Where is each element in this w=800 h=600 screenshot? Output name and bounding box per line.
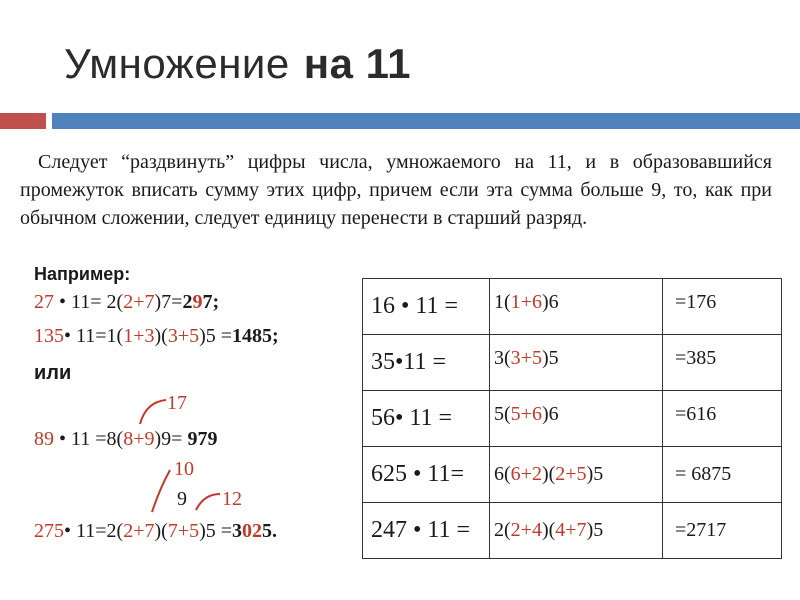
table-cell-expression: 56• 11 = <box>363 391 490 447</box>
table-cell-expression: 625 • 11= <box>363 447 490 503</box>
examples-table <box>362 278 782 559</box>
table-cell-result: =2717 <box>663 503 782 559</box>
carry-arc-17 <box>140 400 166 424</box>
carry-12: 12 <box>222 488 242 510</box>
table-cell-work: 2(2+4)(4+7)5 <box>490 503 663 559</box>
table-cell-result: = 6875 <box>663 447 782 503</box>
page-title <box>64 40 411 88</box>
table-cell-result: =176 <box>663 279 782 335</box>
table-cell-expression: 247 • 11 = <box>363 503 490 559</box>
carry-9: 9 <box>177 488 187 510</box>
table-row <box>363 335 782 391</box>
table-row <box>363 503 782 559</box>
carry-arc-12 <box>196 494 220 510</box>
table-cell-work: 6(6+2)(2+5)5 <box>490 447 663 503</box>
table-cell-expression: 35•11 = <box>363 335 490 391</box>
carry-17: 17 <box>167 392 187 414</box>
carry-10: 10 <box>174 458 194 480</box>
example-1: 27 • 11= 2(2+7)7=297; <box>34 291 220 313</box>
decor-bar-red <box>0 113 46 129</box>
title-part1: Умножение <box>64 40 290 87</box>
table-row <box>363 279 782 335</box>
table-cell-work: 3(3+5)5 <box>490 335 663 391</box>
carry-arc-10 <box>152 470 170 512</box>
table-cell-result: =616 <box>663 391 782 447</box>
table-cell-work: 5(5+6)6 <box>490 391 663 447</box>
example-2: 135• 11=1(1+3)(3+5)5 =1485; <box>34 325 279 347</box>
table-cell-expression: 16 • 11 = <box>363 279 490 335</box>
example-3: 89 • 11 =8(8+9)9= 979 <box>34 428 218 450</box>
example-4: 275• 11=2(2+7)(7+5)5 =3025. <box>34 520 278 542</box>
table-row <box>363 447 782 503</box>
intro-text: Следует “раздвинуть” цифры числа, умножаемого на 11, и в образовавшийся промежуток вписать сумму этих цифр, причем если эта сумма больше 9, то, как при обычном сложении, следует единицу перенести в старший разряд. <box>20 151 772 229</box>
table-cell-result: =385 <box>663 335 782 391</box>
decor-bar-blue <box>52 113 800 129</box>
example-label: Например: <box>34 264 131 284</box>
table-cell-work: 1(1+6)6 <box>490 279 663 335</box>
table-row <box>363 391 782 447</box>
title-part2: на 11 <box>303 40 412 87</box>
or-label: или <box>34 362 72 384</box>
